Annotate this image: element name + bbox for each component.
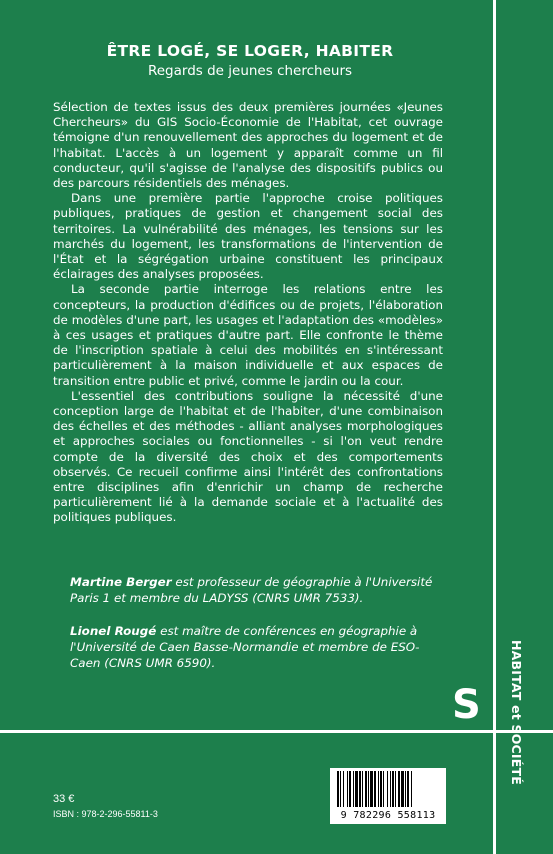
vertical-divider <box>493 0 496 854</box>
blurb-paragraph: L'essentiel des contributions souligne la nécessité d'une conception large de l'habitat et de l'habiter, d'une combinaison des échelles et des méthodes - alliant analyses morphologiques et approches sociales ou fonctionnelles - si l'on veut rendre compte de la diversité des choix et des comportements observés. Ce recueil confirme ainsi l'intérêt des confrontations entre disciplines afin d'enrichir un champ de recherche particulièrement lié à la demande sociale et à l'actualité des politiques publiques. <box>53 388 443 525</box>
series-name <box>509 640 524 785</box>
price: 33 € <box>53 793 75 805</box>
series-name-second: SOCIÉTÉ <box>509 724 524 785</box>
book-subtitle: Regards de jeunes chercheurs <box>147 63 353 79</box>
horizontal-divider <box>0 730 553 733</box>
blurb-paragraph: Dans une première partie l'approche croise politiques publiques, pratiques de gestion et changement social des territoires. La vulnérabilité des ménages, les tensions sur les marchés du logement, les transformations de l'intervention de l'État et la ségrégation urbaine constituent les principaux éclairages des analyses proposées. <box>53 191 443 282</box>
isbn: ISBN : 978-2-296-55811-3 <box>53 809 158 819</box>
author-description: est professeur de géographie à l'Université Paris 1 et membre du LADYSS (CNRS UMR 7533). <box>70 575 433 605</box>
author-bio <box>70 623 448 671</box>
series-name-joiner: et <box>509 705 524 720</box>
author-bio <box>70 574 448 606</box>
blurb-paragraph: Sélection de textes issus des deux premières journées «Jeunes Chercheurs» du GIS Socio-Économie de l'Habitat, cet ouvrage témoigne d'un renouvellement des approches du logement et de l'habitat. L'accès à un logement y apparaît comme un fil conducteur, qu'il s'agisse de l'analyse des dispositifs publics ou des parcours résidentiels des ménages. <box>53 100 443 191</box>
series-logo-letter: S <box>452 682 481 728</box>
author-name: Martine Berger <box>70 575 172 589</box>
barcode-number: 9 782296 558113 <box>340 810 436 821</box>
blurb <box>53 100 443 526</box>
series-name-main: HABITAT <box>509 640 524 701</box>
blurb-paragraph: La seconde partie interroge les relations entre les concepteurs, la production d'édifices ou de projets, l'élaboration de modèles d'une part, les usages et l'adaptation des «modèles» à ces usages et pratiques d'autre part. Elle confronte le thème de l'inscription spatiale à celui des mobilités en s'intéressant particulièrement à la maison individuelle et aux espaces de transition entre public et privé, comme le jardin ou la cour. <box>53 282 443 388</box>
book-title: ÊTRE LOGÉ, SE LOGER, HABITER <box>106 42 394 60</box>
author-name: Lionel Rougé <box>70 624 157 638</box>
barcode <box>330 768 446 824</box>
series-spine <box>500 640 548 830</box>
barcode-bars <box>333 771 443 809</box>
author-description: est maître de conférences en géographie à l'Université de Caen Basse-Normandie et membre de ESO-Caen (CNRS UMR 6590). <box>70 624 420 670</box>
